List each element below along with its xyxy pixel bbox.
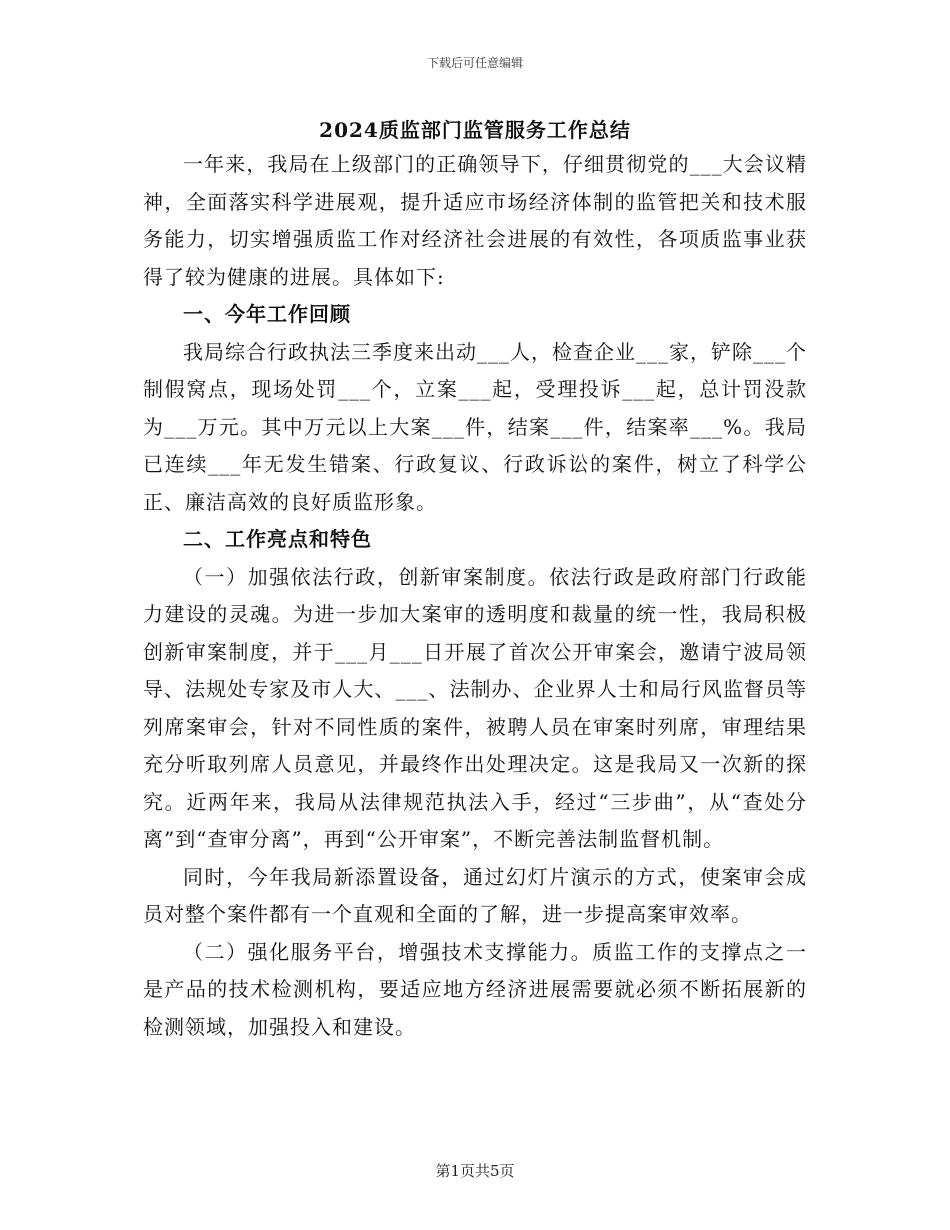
paragraph-law-enforcement: （一）加强依法行政，创新审案制度。依法行政是政府部门行政能力建设的灵魂。为进一步加大案审的透明度和裁量的统一性，我局积极创新审案制度，并于___月___日开展了首次公开审案会，邀请宁波局领导、法规处专家及市人大、___、法制办、企业界人士和局行风监督员等列席案审会，针对不同性质的案件，被聘人员在审案时列席，审理结果充分听取列席人员意见，并最终作出处理决定。这是我局又一次新的探究。近两年来，我局从法律规范执法入手，经过“三步曲”，从“查处分离”到“查审分离”，再到“公开审案”，不断完善法制监督机制。	[143, 564, 807, 851]
header-note: 下载后可任意编辑	[426, 56, 523, 70]
paragraph-equipment: 同时，今年我局新添置设备，通过幻灯片演示的方式，使案审会成员对整个案件都有一个直观和全面的了解，进一步提高案审效率。	[143, 864, 807, 926]
paragraph-review: 我局综合行政执法三季度来出动___人，检查企业___家，铲除___个制假窝点，现场处罚___个，立案___起，受理投诉___起，总计罚没款为___万元。其中万元以上大案___件，结案___件，结案率___%。我局已连续___年无发生错案、行政复议、行政诉讼的案件，树立了科学公正、廉洁高效的良好质监形象。	[143, 339, 807, 514]
document-title: 2024质监部门监管服务工作总结	[319, 118, 631, 142]
paragraph-intro: 一年来，我局在上级部门的正确领导下，仔细贯彻党的___大会议精神，全面落实科学进展观，提升适应市场经济体制的监管把关和技术服务能力，切实增强质监工作对经济社会进展的有效性，各项质监事业获得了较为健康的进展。具体如下:	[143, 152, 807, 289]
paragraph-service-platform: （二）强化服务平台，增强技术支撑能力。质监工作的支撑点之一是产品的技术检测机构，要适应地方经济进展需要就必须不断拓展新的检测领域，加强投入和建设。	[143, 939, 807, 1039]
document-body	[143, 146, 807, 1046]
page-number: 第1页共5页	[435, 1162, 515, 1180]
section-heading-2: 二、工作亮点和特色	[183, 527, 372, 551]
section-heading-1: 一、今年工作回顾	[183, 302, 351, 326]
